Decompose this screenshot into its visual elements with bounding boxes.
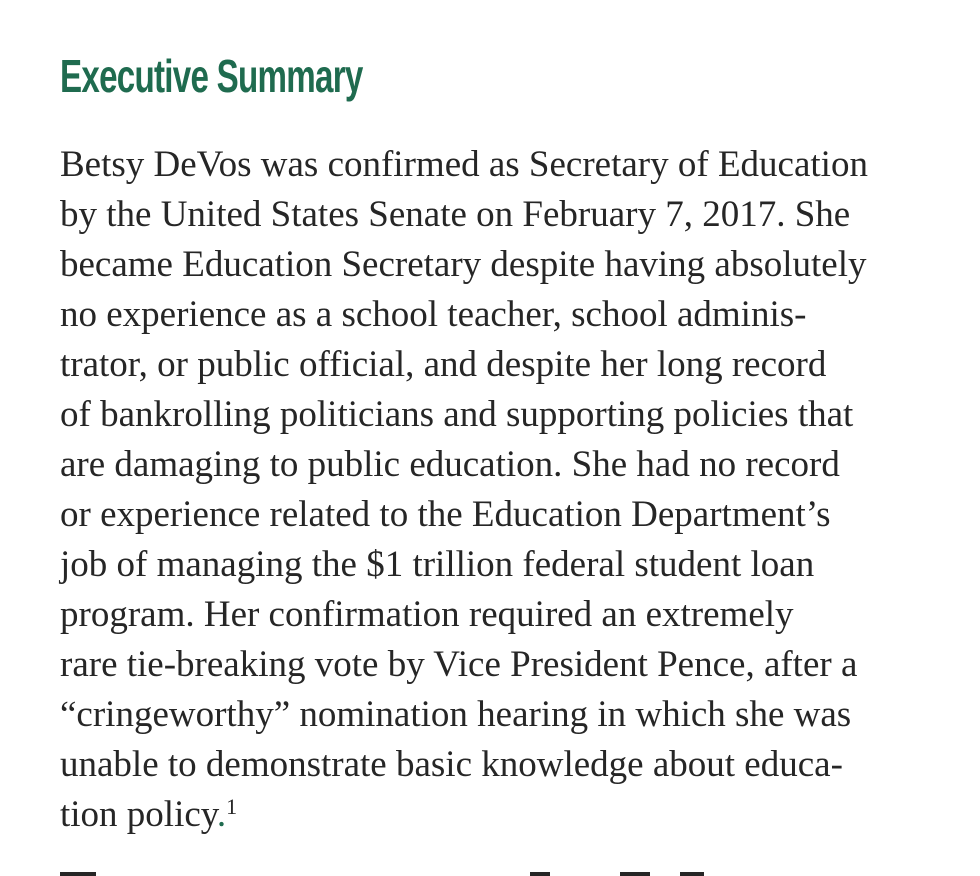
last-line-text: tion policy — [60, 794, 217, 835]
paragraph-line: program. Her confirmation required an extremely — [60, 594, 794, 635]
summary-paragraph — [60, 140, 960, 840]
next-paragraph-cutoff — [60, 846, 960, 876]
paragraph-line: job of managing the $1 trillion federal student loan — [60, 544, 815, 585]
paragraph-last-line — [60, 790, 960, 840]
paragraph-line: Betsy DeVos was confirmed as Secretary of Education — [60, 144, 868, 185]
paragraph-line: of bankrolling politicians and supporting policies that — [60, 394, 854, 435]
paragraph-line: “cringeworthy” nomination hearing in which she was — [60, 694, 852, 735]
paragraph-line: by the United States Senate on February 7, 2017. She — [60, 194, 851, 235]
cutoff-glyph — [680, 872, 704, 876]
paragraph-line: trator, or public official, and despite her long record — [60, 344, 827, 385]
paragraph-line: unable to demonstrate basic knowledge about educa- — [60, 744, 843, 785]
paragraph-line: became Education Secretary despite having absolutely — [60, 244, 867, 285]
sentence-period: . — [216, 794, 227, 835]
paragraph-line: rare tie-breaking vote by Vice President Pence, after a — [60, 644, 858, 685]
paragraph-line: no experience as a school teacher, school adminis- — [60, 294, 807, 335]
cutoff-glyph — [620, 872, 650, 876]
paragraph-line: are damaging to public education. She had no record — [60, 444, 840, 485]
paragraph-line: or experience related to the Education Department’s — [60, 494, 831, 535]
cutoff-glyph — [60, 872, 96, 876]
cutoff-glyph — [530, 872, 550, 876]
footnote-link[interactable]: 1 — [226, 794, 238, 819]
section-heading: Executive Summary — [60, 50, 363, 102]
